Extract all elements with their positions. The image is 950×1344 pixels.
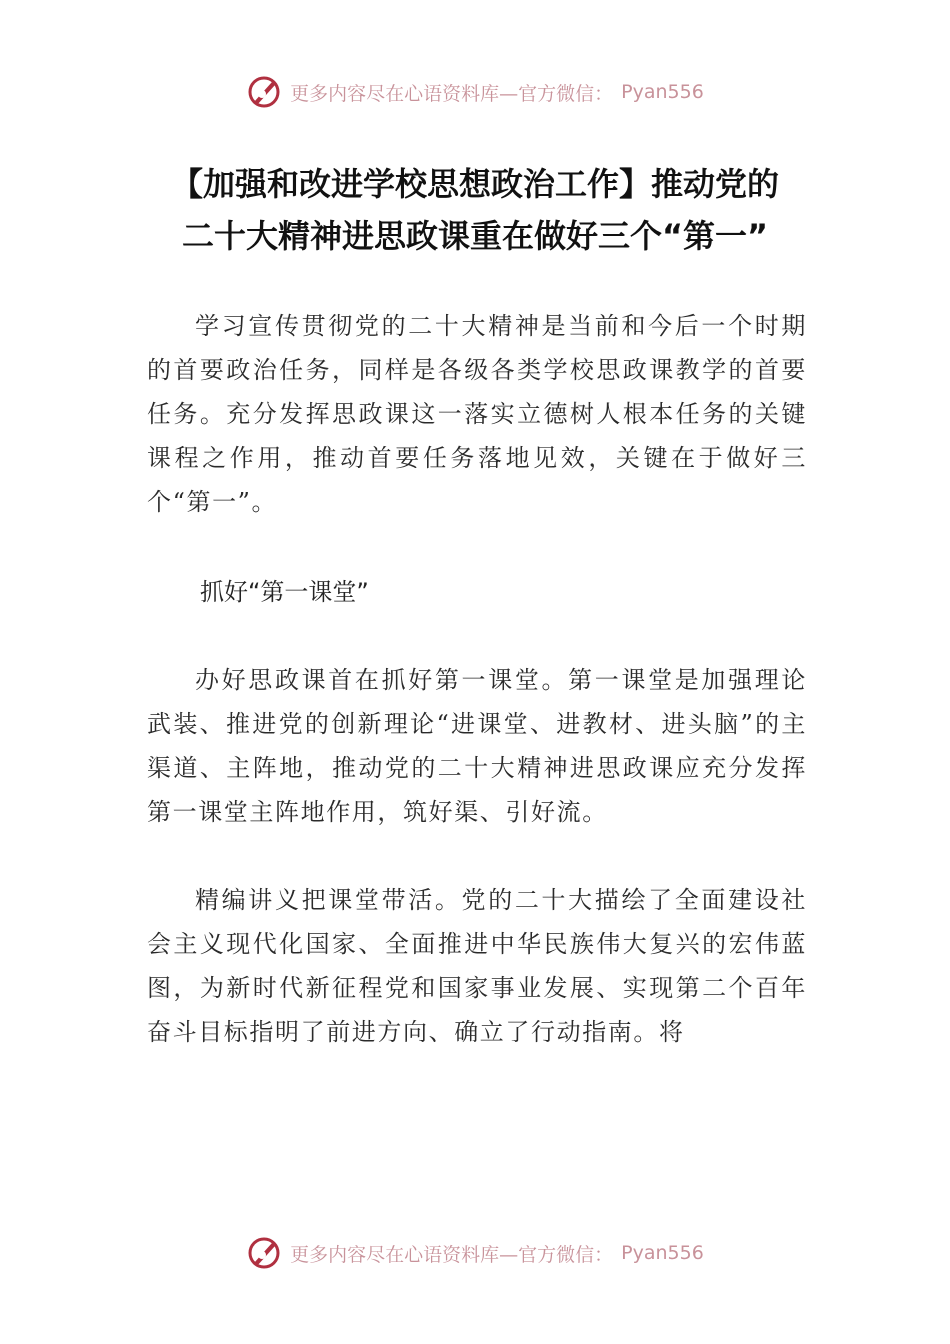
paragraph-lecture-notes: 精编讲义把课堂带活。党的二十大描绘了全面建设社会主义现代化国家、全面推进中华民族伟大复兴的宏伟蓝图，为新时代新征程党和国家事业发展、实现第二个百年奋斗目标指明了前进方向、确立了行动指南。将 [147,886,807,1046]
watermark-id: Pyan556 [621,1242,704,1264]
watermark-id: Pyan556 [621,81,704,103]
watermark-top [0,72,950,112]
pen-logo-icon [246,74,282,110]
section-heading: 抓好“第一课堂” [200,578,369,606]
paragraph-intro: 学习宣传贯彻党的二十大精神是当前和今后一个时期的首要政治任务，同样是各级各类学校思政课教学的首要任务。充分发挥思政课这一落实立德树人根本任务的关键课程之作用，推动首要任务落地见效，关键在于做好三个“第一”。 [147,312,807,516]
title-line-1: 【加强和改进学校思想政治工作】推动党的 [170,165,779,203]
paragraph-first-classroom: 办好思政课首在抓好第一课堂。第一课堂是加强理论武装、推进党的创新理论“进课堂、进教材、进头脑”的主渠道、主阵地，推动党的二十大精神进思政课应充分发挥第一课堂主阵地作用，筑好渠、引好流。 [147,666,807,826]
page-title [100,158,850,262]
watermark-bottom [0,1233,950,1273]
pen-logo-icon [246,1235,282,1271]
title-line-2: 二十大精神进思政课重在做好三个“第一” [181,217,769,255]
watermark-text: 更多内容尽在心语资料库—官方微信： [290,1243,614,1266]
watermark-text: 更多内容尽在心语资料库—官方微信： [290,82,614,105]
